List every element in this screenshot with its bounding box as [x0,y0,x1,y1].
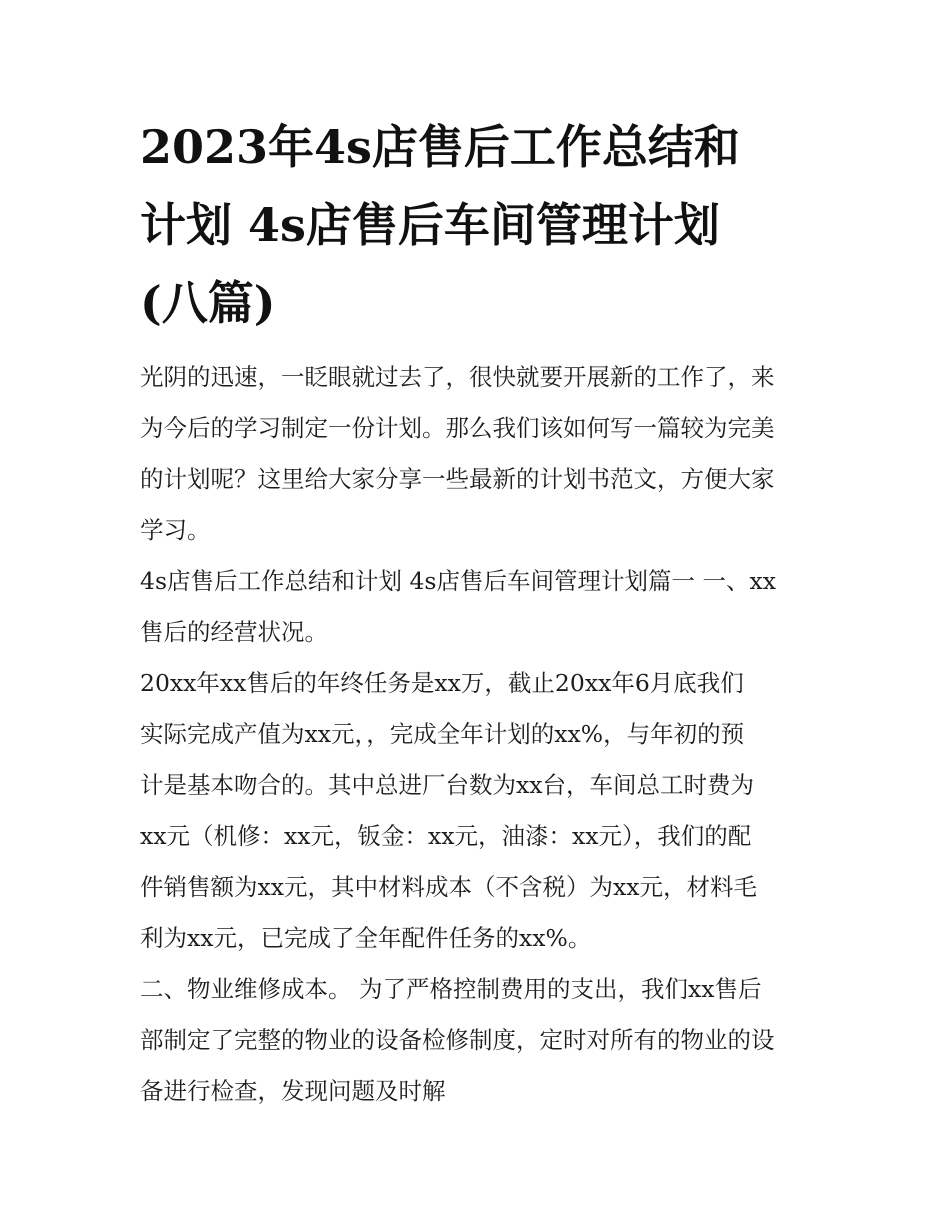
text-line: 光阴的迅速，一眨眼就过去了，很快就要开展新的工作了，来 [140,363,775,391]
text-line: 为今后的学习制定一份计划。那么我们该如何写一篇较为完美 [140,414,775,442]
document-body [140,352,820,1117]
text-line: 实际完成产值为xx元，，完成全年计划的xx%，与年初的预 [140,720,745,748]
document-page [140,108,820,1117]
text-line: 部制定了完整的物业的设备检修制度，定时对所有的物业的设 [140,1026,775,1054]
text-line: 20xx年xx售后的年终任务是xx万，截止20xx年6月底我们 [140,669,744,697]
text-line: 备进行检查，发现问题及时解 [140,1077,446,1105]
text-line: 件销售额为xx元，其中材料成本（不含税）为xx元，材料毛 [140,873,758,901]
title-line: 计划 4s店售后车间管理计划 [140,198,720,252]
text-line: 的计划呢？这里给大家分享一些最新的计划书范文，方便大家 [140,465,775,493]
paragraph-business-status [140,658,820,964]
text-line: 学习。 [140,516,211,544]
document-title [140,108,820,342]
text-line: 售后的经营状况。 [140,618,328,646]
paragraph-intro [140,352,820,556]
title-line: (八篇) [140,276,276,330]
text-line: 计是基本吻合的。其中总进厂台数为xx台，车间总工时费为 [140,771,755,799]
title-line: 2023年4s店售后工作总结和 [140,120,740,174]
paragraph-maintenance-cost [140,964,820,1117]
text-line: 利为xx元，已完成了全年配件任务的xx%。 [140,924,592,952]
text-line: 4s店售后工作总结和计划 4s店售后车间管理计划篇一 一、xx [140,567,776,595]
text-line: 二、物业维修成本。 为了严格控制费用的支出，我们xx售后 [140,975,762,1003]
text-line: xx元（机修：xx元，钣金：xx元，油漆：xx元），我们的配 [140,822,752,850]
paragraph-section-heading [140,556,820,658]
